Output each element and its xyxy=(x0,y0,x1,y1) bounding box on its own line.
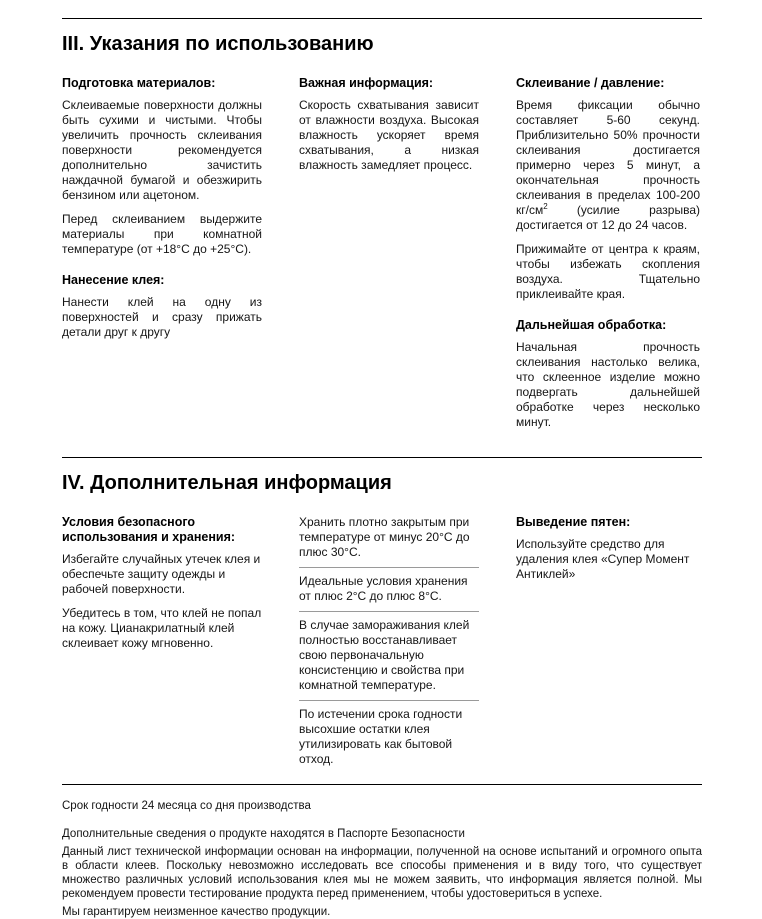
column-materials-preparation xyxy=(62,76,262,439)
tech-info-sheet xyxy=(0,18,762,919)
materials-heading: Подготовка материалов: xyxy=(62,76,216,90)
application-heading: Нанесение клея: xyxy=(62,273,165,287)
bonding-heading: Склеивание / давление: xyxy=(516,76,665,90)
guarantee-text: Мы гарантируем неизменное качество продукции. xyxy=(62,906,331,918)
shelf-life-text: Срок годности 24 месяца со дня производства xyxy=(62,800,311,812)
stain-removal-heading: Выведение пятен: xyxy=(516,515,631,529)
important-info-paragraph: Скорость схватывания зависит от влажности воздуха. Высокая влажность ускоряет время схватывания, а низкая влажность замедляет процесс. xyxy=(299,98,479,172)
section-3-columns xyxy=(62,76,702,439)
superscript-2: 2 xyxy=(543,202,548,211)
storage-paragraph-4: По истечении срока годности высохшие остатки клея утилизировать как бытовой отход. xyxy=(299,707,463,766)
column-important-info xyxy=(299,76,479,439)
footer xyxy=(62,785,702,919)
column-safety-storage-conditions xyxy=(62,515,262,774)
safety-paragraph-1: Избегайте случайных утечек клея и обеспечьте защиту одежды и рабочей поверхности. xyxy=(62,552,261,596)
disclaimer-text: Данный лист технической информации основан на информации, полученной на основе испытаний и огромного опыта в области клеев. Поскольку невозможно исследовать все способы применения и в виду того, что существует множество различных условий использования клея мы не можем заявить, что информация является полной. Мы рекомендуем провести тестирование продукта перед применением, чтобы удостовериться в успехе. xyxy=(62,846,702,900)
materials-paragraph-2: Перед склеиванием выдержите материалы при комнатной температуре (от +18°С до +25°С). xyxy=(62,212,262,256)
further-processing-heading: Дальнейшая обработка: xyxy=(516,318,667,332)
important-info-heading: Важная информация: xyxy=(299,76,434,90)
text-run: Время фиксации обычно составляет 5-60 секунд. Приблизительно 50% прочности склеивания достигается примерно через 5 минут, а окончательная прочность склеивания в пределах 100-200 кг/см xyxy=(516,98,700,217)
section-4-columns xyxy=(62,515,702,774)
column-bonding-pressure xyxy=(516,76,700,439)
section-4-top-divider xyxy=(62,457,702,458)
bonding-paragraph-2: Прижимайте от центра к краям, чтобы избежать скопления воздуха. Тщательно приклеивайте края. xyxy=(516,242,700,301)
storage-paragraph-3: В случае замораживания клей полностью восстанавливает свою первоначальную консистенцию и свойства при комнатной температуре. xyxy=(299,612,479,701)
section-3-top-divider xyxy=(62,18,702,19)
stain-removal-paragraph: Используйте средство для удаления клея «Супер Момент Антиклей» xyxy=(516,537,690,581)
further-processing-paragraph: Начальная прочность склеивания настолько велика, что склеенное изделие можно подвергать дальнейшей обработке через несколько минут. xyxy=(516,340,700,429)
section-4-title: IV. Дополнительная информация xyxy=(62,472,392,494)
column-stain-removal xyxy=(516,515,700,774)
storage-paragraph-2: Идеальные условия хранения от плюс 2°С до плюс 8°С. xyxy=(299,568,479,612)
safety-paragraph-2: Убедитесь в том, что клей не попал на кожу. Цианакрилатный клей склеивает кожу мгновенно. xyxy=(62,606,262,650)
bonding-paragraph-1 xyxy=(516,98,700,233)
safety-passport-text: Дополнительные сведения о продукте находятся в Паспорте Безопасности xyxy=(62,828,465,840)
text-run: (усилие разрыва) достигается от 12 до 24 часов. xyxy=(516,203,700,232)
section-3-title: III. Указания по использованию xyxy=(62,33,374,55)
application-paragraph: Нанести клей на одну из поверхностей и сразу прижать детали друг к другу xyxy=(62,295,262,339)
safety-conditions-heading: Условия безопасного использования и хранения: xyxy=(62,515,236,544)
materials-paragraph-1: Склеиваемые поверхности должны быть сухими и чистыми. Чтобы увеличить прочность склеивания поверхности рекомендуется дополнительно зачистить наждачной бумагой и обезжирить бензином или ацетоном. xyxy=(62,98,262,202)
storage-paragraph-1: Хранить плотно закрытым при температуре от минус 20°С до плюс 30°С. xyxy=(299,515,479,568)
column-storage-details xyxy=(299,515,479,774)
